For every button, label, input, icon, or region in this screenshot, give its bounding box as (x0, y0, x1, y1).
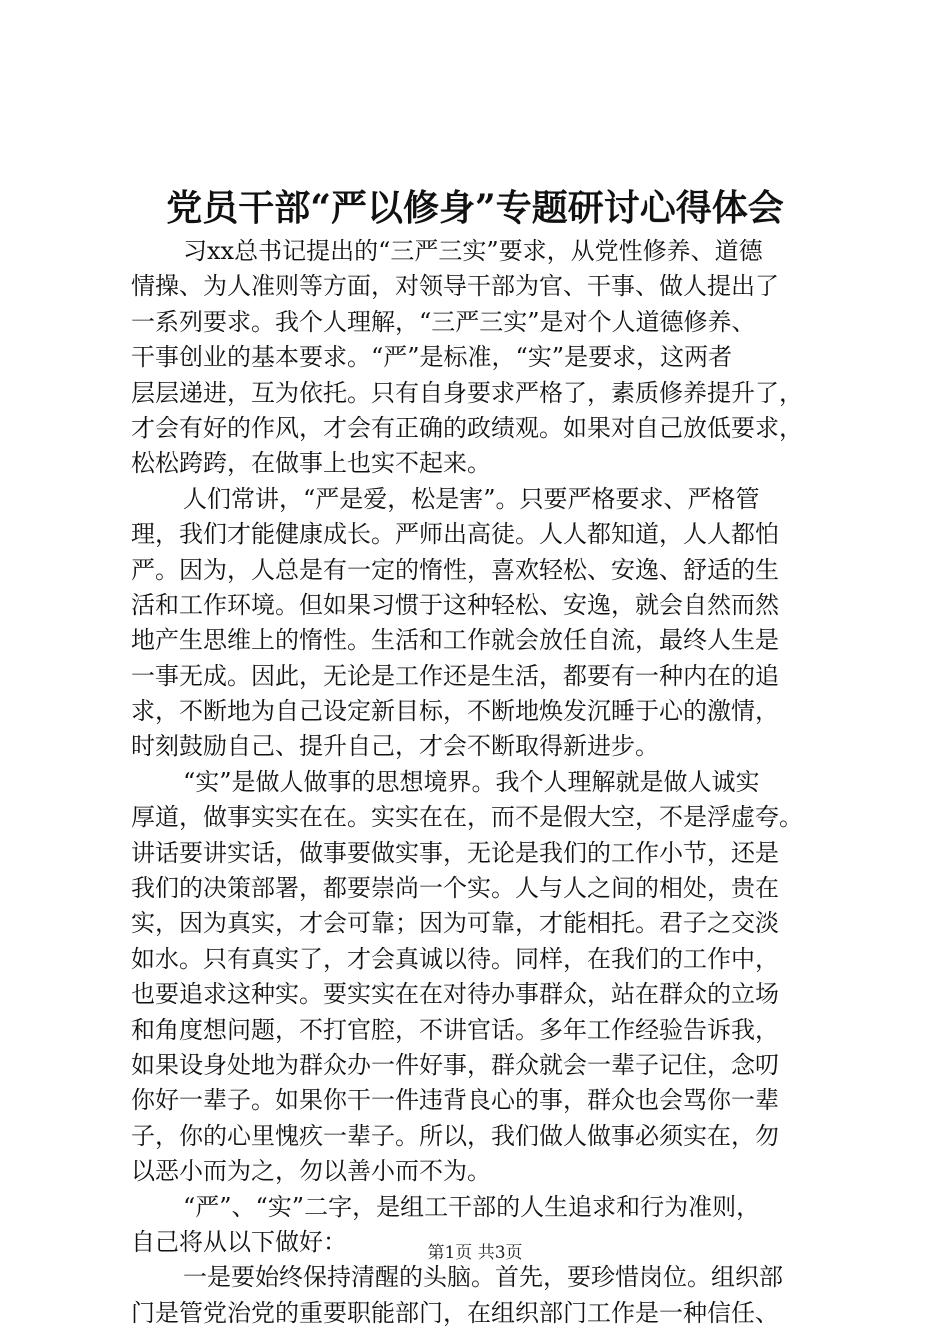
paragraph-line: 如果设身处地为群众办一件好事，群众就会一辈子记住，念叨 (131, 1050, 779, 1079)
paragraph-line: 一系列要求。我个人理解，“三严三实”是对个人道德修养、 (131, 307, 756, 336)
paragraph-line: 实，因为真实，才会可靠；因为可靠，才能相托。君子之交淡 (131, 909, 779, 938)
paragraph-line: 习xx总书记提出的“三严三实”要求，从党性修养、道德 (183, 237, 763, 265)
paragraph-line: 时刻鼓励自己、提升自己，才会不断取得新进步。 (131, 732, 659, 761)
paragraph-line: 松松跨跨，在做事上也实不起来。 (131, 449, 491, 478)
paragraph-line: 如水。只有真实了，才会真诚以待。同样，在我们的工作中， (131, 944, 779, 973)
paragraph-line: 厚道，做事实实在在。实实在在，而不是假大空，不是浮虚夸。 (131, 803, 803, 832)
paragraph-line: 层层递进，互为依托。只有自身要求严格了，素质修养提升了， (131, 378, 803, 407)
paragraph-line: 我们的决策部署，都要崇尚一个实。人与人之间的相处，贵在 (131, 874, 779, 903)
paragraph-line: 情操、为人准则等方面，对领导干部为官、干事、做人提出了 (131, 272, 779, 301)
document-body (131, 234, 831, 1331)
paragraph-line: 地产生思维上的惰性。生活和工作就会放任自流，最终人生是 (131, 626, 779, 655)
page-footer: 第1页 共3页 (427, 1243, 523, 1263)
paragraph-line: 严。因为，人总是有一定的惰性，喜欢轻松、安逸、舒适的生 (131, 555, 779, 584)
paragraph-line: “严”、“实”二字，是组工干部的人生追求和行为准则， (183, 1192, 761, 1221)
paragraph-line: 一事无成。因此，无论是工作还是生活，都要有一种内在的追 (131, 661, 779, 690)
paragraph-line: “实”是做人做事的思想境界。我个人理解就是做人诚实 (183, 767, 760, 796)
paragraph-line: 干事创业的基本要求。“严”是标准，“实”是要求，这两者 (131, 343, 733, 372)
paragraph-line: 自己将从以下做好： (131, 1227, 347, 1256)
paragraph-line: 和角度想问题，不打官腔，不讲官话。多年工作经验告诉我， (131, 1015, 779, 1044)
paragraph-line: 一是要始终保持清醒的头脑。首先，要珍惜岗位。组织部 (183, 1263, 783, 1292)
paragraph-line: 求，不断地为自己设定新目标，不断地焕发沉睡于心的激情， (131, 697, 779, 726)
paragraph-line: 理，我们才能健康成长。严师出高徒。人人都知道，人人都怕 (131, 520, 779, 549)
paragraph-line: 人们常讲，“严是爱，松是害”。只要严格要求、严格管 (183, 484, 760, 513)
paragraph-line: 才会有好的作风，才会有正确的政绩观。如果对自己放低要求， (131, 413, 803, 442)
paragraph-line: 也要追求这种实。要实实在在对待办事群众，站在群众的立场 (131, 980, 779, 1009)
paragraph-line: 讲话要讲实话，做事要做实事，无论是我们的工作小节，还是 (131, 838, 779, 867)
paragraph-line: 活和工作环境。但如果习惯于这种轻松、安逸，就会自然而然 (131, 590, 779, 619)
paragraph-line: 你好一辈子。如果你干一件违背良心的事，群众也会骂你一辈 (131, 1086, 779, 1115)
document-title: 党员干部“严以修身”专题研讨心得体会 (166, 187, 784, 229)
paragraph-line: 门是管党治党的重要职能部门，在组织部门工作是一种信任、 (131, 1298, 779, 1327)
paragraph-line: 以恶小而为之，勿以善小而不为。 (131, 1157, 491, 1186)
paragraph-line: 子，你的心里愧疚一辈子。所以，我们做人做事必须实在，勿 (131, 1121, 779, 1150)
